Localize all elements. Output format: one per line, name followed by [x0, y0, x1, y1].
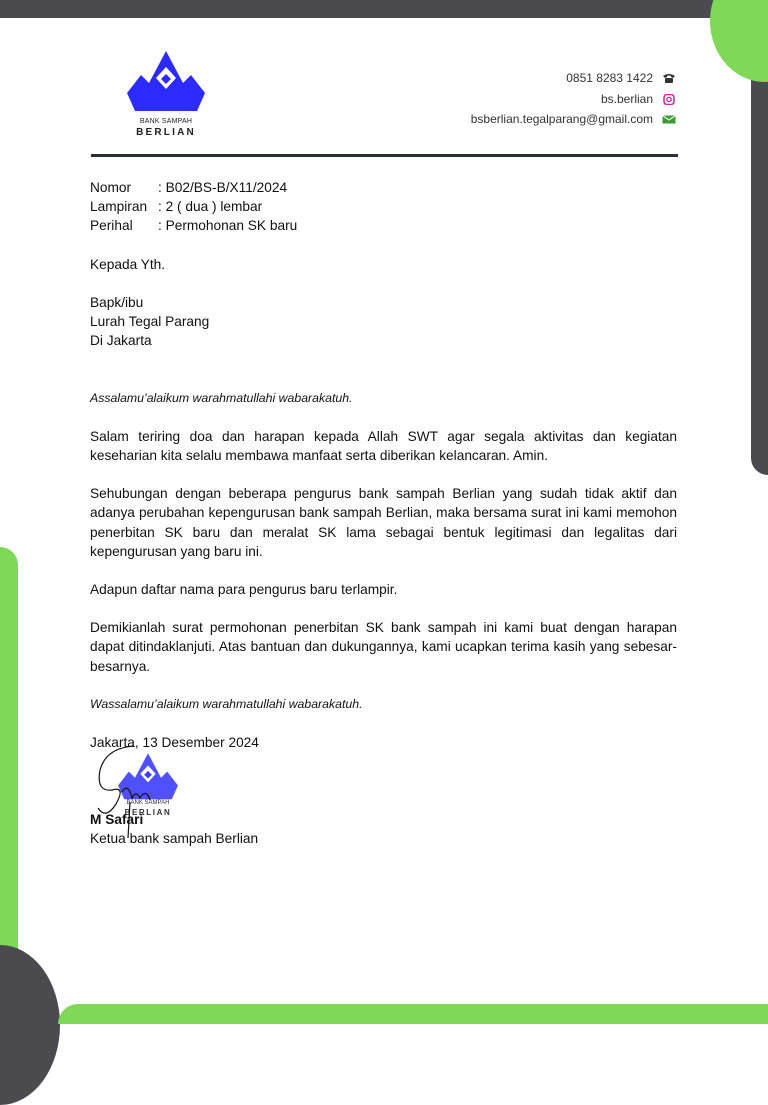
meta-label: Lampiran — [90, 199, 148, 214]
bank-sampah-logo — [123, 47, 209, 139]
top-right-green-circle — [710, 0, 768, 82]
header-divider — [91, 154, 678, 157]
bottom-green-bar — [58, 1004, 768, 1024]
logo-text-bottom: BERLIAN — [136, 127, 196, 138]
opening-salutation: Assalamu’alaikum warahmatullahi wabarakatuh. — [90, 391, 353, 405]
body-paragraph-4: Demikianlah surat permohonan penerbitan SK bank sampah ini kami buat dengan harapan dapat ditindaklanjuti. Atas bantuan dan dukungannya, kami ucapkan terima kasih yang sebesar-besarnya. — [90, 620, 677, 674]
meta-value: : Permohonan SK baru — [158, 218, 298, 233]
meta-value: : B02/BS-B/X11/2024 — [158, 180, 288, 195]
body-paragraph-3: Adapun daftar nama para pengurus baru terlampir. — [90, 582, 398, 597]
meta-label: Perihal — [90, 218, 133, 233]
recipient-line-3: Di Jakarta — [90, 333, 152, 348]
phone-text: 0851 8283 1422 — [566, 71, 653, 85]
meta-perihal — [90, 216, 297, 235]
top-frame-bar — [0, 0, 740, 18]
body-paragraph-1: Salam teriring doa dan harapan kepada Allah SWT agar segala aktivitas dan kegiatan keseharian kita selalu membawa manfaat serta diberikan kelancaran. Amin. — [90, 429, 677, 464]
phone-icon — [662, 73, 676, 84]
meta-value: : 2 ( dua ) lembar — [158, 199, 263, 214]
recipient-greeting: Kepada Yth. — [90, 257, 166, 272]
stamp-text-top: BANK SAMPAH — [126, 800, 170, 806]
meta-nomor — [90, 178, 287, 197]
logo-text-top: BANK SAMPAH — [139, 118, 193, 125]
email-text: bsberlian.tegalparang@gmail.com — [470, 112, 653, 126]
contact-phone — [566, 71, 676, 85]
closing-salutation: Wassalamu’alaikum warahmatullahi wabarakatuh. — [90, 697, 363, 711]
signer-name: M Safari — [90, 812, 144, 827]
meta-lampiran — [90, 197, 262, 216]
instagram-icon — [662, 94, 676, 105]
recipient-line-2: Lurah Tegal Parang — [90, 314, 210, 329]
instagram-text: bs.berlian — [600, 92, 653, 106]
contact-instagram — [601, 92, 676, 106]
email-icon — [662, 114, 676, 125]
stamp-text-bottom: BERLIAN — [124, 808, 172, 817]
contact-email — [471, 112, 676, 126]
recipient-line-1: Bapk/ibu — [90, 295, 144, 310]
bottom-left-dark-circle — [0, 945, 60, 1105]
place-date: Jakarta, 13 Desember 2024 — [90, 735, 259, 750]
body-paragraph-2: Sehubungan dengan beberapa pengurus bank sampah Berlian yang sudah tidak aktif dan adanya perubahan kepengurusan bank sampah Berlian, maka bersama surat ini kami memohon penerbitan SK baru dan meralat SK lama sebagai bentuk legitimasi dan legalitas dari kepengurusan yang baru ini. — [90, 486, 677, 559]
signer-title: Ketua bank sampah Berlian — [90, 831, 259, 846]
meta-label: Nomor — [90, 180, 132, 195]
